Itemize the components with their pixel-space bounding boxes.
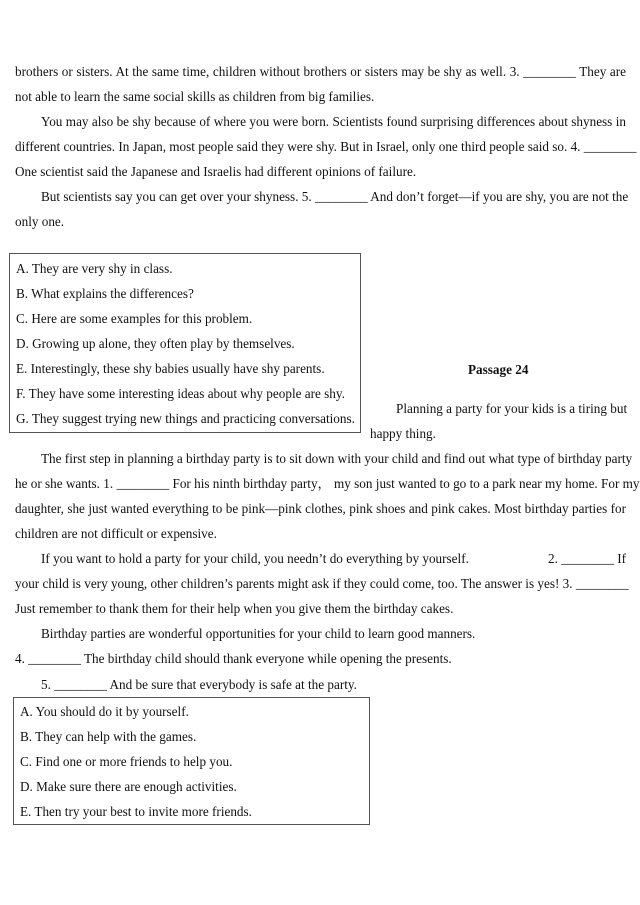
paragraph-line: 5. ________ And be sure that everybody is safe at the party. xyxy=(41,677,357,692)
paragraph-line: Just remember to thank them for their help when you give them the birthday cakes. xyxy=(15,601,454,616)
paragraph-line: daughter, she just wanted everything to be pink—pink clothes, pink shoes and pink cakes. Most birthday parties for xyxy=(15,501,626,516)
paragraph-line: You may also be shy because of where you were born. Scientists found surprising differences about shyness in xyxy=(41,114,626,129)
intro-line: Planning a party for your kids is a tiring but xyxy=(396,401,628,416)
option-b: B. They can help with the games. xyxy=(20,729,197,744)
passage-heading: Passage 24 xyxy=(468,362,529,377)
paragraph-line: brothers or sisters. At the same time, children without brothers or sisters may be shy as well. 3. ________ They are xyxy=(15,64,626,79)
option-a: A. They are very shy in class. xyxy=(16,261,173,276)
option-b: B. What explains the differences? xyxy=(16,286,194,301)
option-e: E. Interestingly, these shy babies usually have shy parents. xyxy=(16,361,325,376)
paragraph-line: Birthday parties are wonderful opportunities for your child to learn good manners. xyxy=(41,626,476,641)
paragraph-line: he or she wants. 1. ________ For his ninth birthday party， my son just wanted to go to a park near my home. For my xyxy=(15,476,640,491)
paragraph-line: not able to learn the same social skills as children from big families. xyxy=(15,89,375,104)
paragraph-line: But scientists say you can get over your shyness. 5. ________ And don’t forget—if you are shy, you are not the xyxy=(41,189,629,204)
paragraph-line: different countries. In Japan, most people said they were shy. But in Israel, only one third people said so. 4. ________ xyxy=(15,139,637,154)
option-e: E. Then try your best to invite more friends. xyxy=(20,804,252,819)
paragraph-line: If you want to hold a party for your child, you needn’t do everything by yourself. xyxy=(41,551,469,566)
paragraph-line: One scientist said the Japanese and Israelis had different opinions of failure. xyxy=(15,164,417,179)
options-box xyxy=(9,253,361,433)
options-box xyxy=(13,697,370,825)
option-a: A. You should do it by yourself. xyxy=(20,704,189,719)
option-c: C. Here are some examples for this problem. xyxy=(16,311,253,326)
intro-line: happy thing. xyxy=(370,426,436,441)
option-d: D. Growing up alone, they often play by themselves. xyxy=(16,336,295,351)
paragraph-line: only one. xyxy=(15,214,65,229)
paragraph-line: The first step in planning a birthday party is to sit down with your child and find out what type of birthday party xyxy=(41,451,633,466)
option-d: D. Make sure there are enough activities. xyxy=(20,779,237,794)
paragraph-line: 4. ________ The birthday child should thank everyone while opening the presents. xyxy=(15,651,452,666)
option-g: G. They suggest trying new things and practicing conversations. xyxy=(16,411,355,426)
paragraph-line: children are not difficult or expensive. xyxy=(15,526,217,541)
option-f: F. They have some interesting ideas about why people are shy. xyxy=(16,386,345,401)
paragraph-line: your child is very young, other children’s parents might ask if they could come, too. The answer is yes! 3. ________ xyxy=(15,576,629,591)
blank-2: 2. ________ If xyxy=(548,551,627,566)
option-c: C. Find one or more friends to help you. xyxy=(20,754,233,769)
